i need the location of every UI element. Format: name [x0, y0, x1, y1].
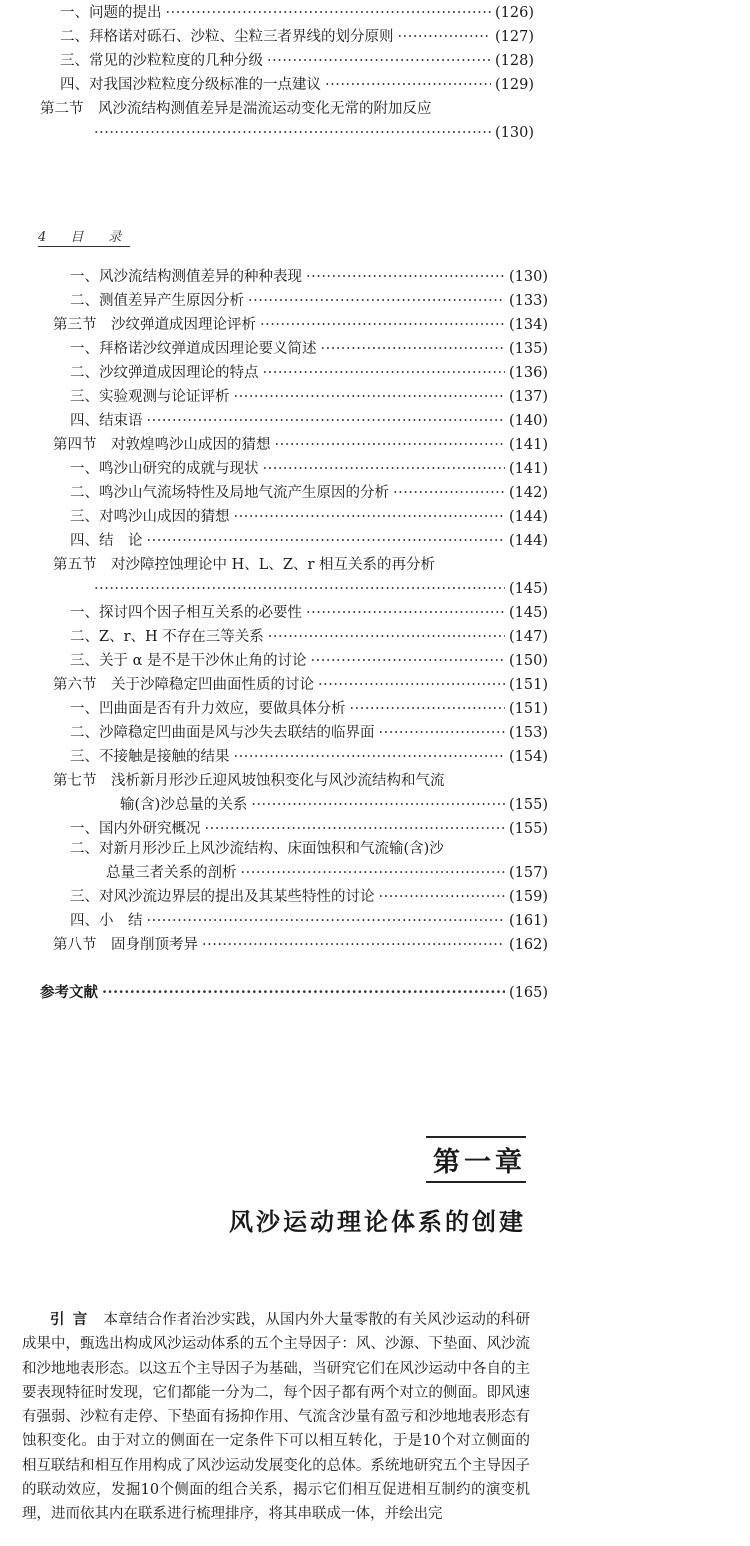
- toc-entry: 二、Z、r、H 不存在三等关系 ····· (147): [70, 627, 548, 649]
- chapter-number: 第一章: [426, 1136, 526, 1183]
- toc-entry: 输(含)沙总量的关系 ····· (155): [120, 795, 548, 817]
- toc-section-entry: 第八节 固身削顶考异 ····· (162): [53, 935, 548, 957]
- toc-entry: 四、小 结 ····· (161): [70, 911, 548, 933]
- toc-entry: 三、常见的沙粒粒度的几种分级 ····· (128): [60, 51, 534, 73]
- toc-entry: 四、结束语 ····· (140): [70, 411, 548, 433]
- toc-entry: 一、拜格诺沙纹弹道成因理论要义简述 ····· (135): [70, 339, 548, 361]
- toc-entry: ····· (145): [90, 579, 548, 601]
- toc-entry: ····· (130): [90, 123, 534, 145]
- toc-entry-text: 二、对新月形沙丘上风沙流结构、床面蚀积和气流输(含)沙: [70, 841, 444, 857]
- toc-entry: 一、风沙流结构测值差异的种种表现 ····· (130): [70, 267, 548, 289]
- toc-section-heading: 第七节 浅析新月形沙丘迎风坡蚀积变化与风沙流结构和气流: [53, 773, 445, 789]
- toc-entry: 三、对鸣沙山成因的猜想 ····· (144): [70, 507, 548, 529]
- toc-entry: 二、鸣沙山气流场特性及局地气流产生原因的分析 ····· (142): [70, 483, 548, 505]
- toc-entry: 三、关于 α 是不是干沙休止角的讨论 ····· (150): [70, 651, 548, 673]
- toc-references: 参考文献 ····· (165): [40, 983, 548, 1005]
- page-number: 4: [38, 230, 53, 245]
- toc-entry: 二、拜格诺对砾石、沙粒、尘粒三者界线的划分原则 ····· (127): [60, 27, 534, 49]
- toc-entry: 三、不接触是接触的结果 ····· (154): [70, 747, 548, 769]
- toc-entry: 三、实验观测与论证评析 ····· (137): [70, 387, 548, 409]
- toc-section-entry: 第六节 关于沙障稳定凹曲面性质的讨论 ····· (151): [53, 675, 548, 697]
- toc-entry: 一、凹曲面是否有升力效应，要做具体分析 ····· (151): [70, 699, 548, 721]
- intro-text: 本章结合作者治沙实践，从国内外大量零散的有关风沙运动的科研成果中，甄选出构成风沙运动体系的五个主导因子：风、沙源、下垫面、风沙流和沙地地表形态。以这五个主导因子为基础，当研究它们在风沙运动中各自的主要表现特征时发现，它们都能一分为二，每个因子都有两个对立的侧面。即风速有强弱、沙粒有走停、下垫面有扬抑作用、气流含沙量有盈亏和沙地地表形态有蚀积变化。由于对立的侧面在一定条件下可以相互转化，于是10个对立侧面的相互联结和相互作用构成了风沙运动发展变化的总体。系统地研究五个主导因子的联动效应，发掘10个侧面的组合关系，揭示它们相互促进相互制约的演变机理，进而依其内在联系进行梳理排序，将其串联成一体，并绘出完: [22, 1312, 531, 1523]
- chapter-title: 风沙运动理论体系的创建: [229, 1207, 526, 1236]
- page-header: [38, 226, 130, 247]
- toc-entry: 一、国内外研究概况 ····· (155): [70, 819, 548, 841]
- toc-entry: 一、问题的提出 ····· (126): [60, 3, 534, 25]
- page-header-title: 目 录: [70, 230, 128, 245]
- toc-entry: 总量三者关系的剖析 ····· (157): [106, 863, 548, 885]
- toc-entry: 三、对风沙流边界层的提出及其某些特性的讨论 ····· (159): [70, 887, 548, 909]
- toc-section-heading: 第二节 风沙流结构测值差异是湍流运动变化无常的附加反应: [40, 101, 432, 117]
- toc-entry: 一、探讨四个因子相互关系的必要性 ····· (145): [70, 603, 548, 625]
- toc-section-heading: 第五节 对沙障控蚀理论中 H、L、Z、r 相互关系的再分析: [53, 557, 435, 573]
- toc-entry: 四、结 论 ····· (144): [70, 531, 548, 553]
- intro-paragraph: [22, 1308, 530, 1527]
- toc-section-entry: 第三节 沙纹弹道成因理论评析 ····· (134): [53, 315, 548, 337]
- toc-section-entry: 第四节 对敦煌鸣沙山成因的猜想 ····· (141): [53, 435, 548, 457]
- toc-entry: 一、鸣沙山研究的成就与现状 ····· (141): [70, 459, 548, 481]
- toc-entry: 四、对我国沙粒粒度分级标准的一点建议 ····· (129): [60, 75, 534, 97]
- toc-entry: 二、测值差异产生原因分析 ····· (133): [70, 291, 548, 313]
- intro-lead: 引言: [50, 1311, 96, 1328]
- toc-entry: 二、沙障稳定凹曲面是风与沙失去联结的临界面 ····· (153): [70, 723, 548, 745]
- toc-entry: 二、沙纹弹道成因理论的特点 ····· (136): [70, 363, 548, 385]
